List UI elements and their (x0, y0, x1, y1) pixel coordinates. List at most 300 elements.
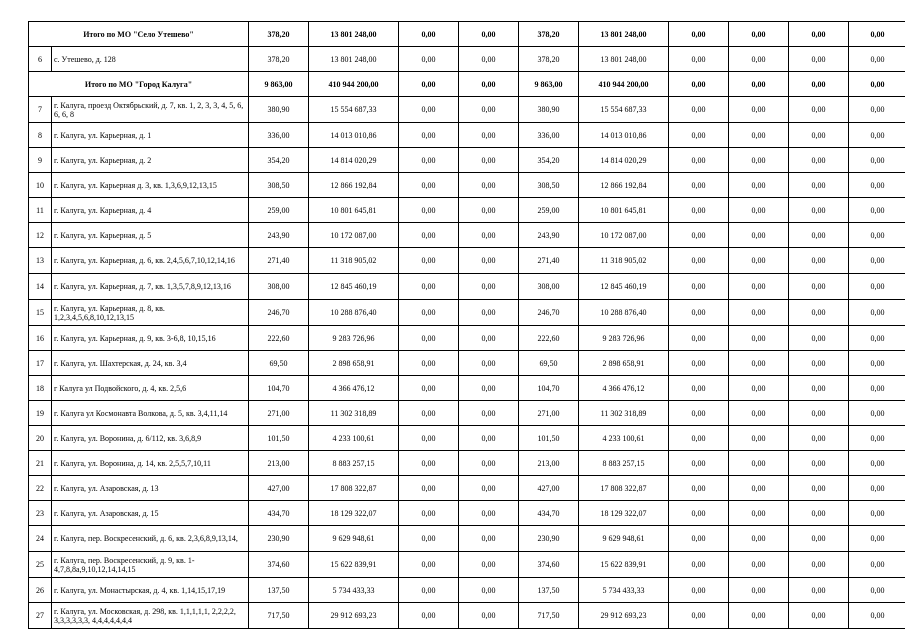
value-cell: 0,00 (669, 148, 729, 173)
value-cell: 9 629 948,61 (309, 526, 399, 552)
value-cell: 101,50 (249, 426, 309, 451)
table-row (29, 476, 905, 501)
value-cell: 378,20 (519, 47, 579, 72)
value-cell: 17 808 322,87 (309, 476, 399, 501)
value-cell: 271,00 (249, 401, 309, 426)
value-cell: 0,00 (459, 223, 519, 248)
value-cell: 0,00 (849, 123, 905, 148)
value-cell: 2 898 658,91 (579, 351, 669, 376)
row-number: 21 (29, 451, 52, 476)
address-cell: г. Калуга ул Космонавта Волкова, д. 5, кв. 3,4,11,14 (52, 401, 249, 426)
value-cell: 0,00 (789, 300, 849, 326)
value-cell: 336,00 (249, 123, 309, 148)
value-cell: 0,00 (849, 72, 905, 97)
value-cell: 0,00 (729, 22, 789, 47)
value-cell: 69,50 (519, 351, 579, 376)
value-cell: 0,00 (459, 376, 519, 401)
value-cell: 5 734 433,33 (579, 578, 669, 603)
value-cell: 11 302 318,89 (309, 401, 399, 426)
value-cell: 18 129 322,07 (309, 501, 399, 526)
value-cell: 0,00 (669, 300, 729, 326)
table-row (29, 223, 905, 248)
value-cell: 17 808 322,87 (579, 476, 669, 501)
value-cell: 374,60 (519, 552, 579, 578)
value-cell: 0,00 (669, 173, 729, 198)
value-cell: 0,00 (729, 401, 789, 426)
value-cell: 4 366 476,12 (309, 376, 399, 401)
value-cell: 271,00 (519, 401, 579, 426)
row-number: 15 (29, 300, 52, 326)
value-cell: 0,00 (789, 401, 849, 426)
table-row (29, 148, 905, 173)
value-cell: 308,00 (249, 274, 309, 300)
value-cell: 410 944 200,00 (309, 72, 399, 97)
value-cell: 0,00 (849, 173, 905, 198)
value-cell: 4 233 100,61 (309, 426, 399, 451)
value-cell: 0,00 (849, 603, 905, 629)
value-cell: 222,60 (249, 326, 309, 351)
value-cell: 14 814 020,29 (309, 148, 399, 173)
value-cell: 0,00 (399, 351, 459, 376)
value-cell: 0,00 (669, 248, 729, 274)
value-cell: 9 283 726,96 (309, 326, 399, 351)
row-number: 18 (29, 376, 52, 401)
value-cell: 0,00 (729, 248, 789, 274)
value-cell: 0,00 (399, 476, 459, 501)
address-cell: г. Калуга, ул. Монастырская, д. 4, кв. 1,14,15,17,19 (52, 578, 249, 603)
row-number: 13 (29, 248, 52, 274)
value-cell: 0,00 (399, 223, 459, 248)
table-row (29, 501, 905, 526)
housing-registry-table (28, 21, 905, 629)
value-cell: 0,00 (669, 198, 729, 223)
value-cell: 0,00 (789, 451, 849, 476)
value-cell: 0,00 (789, 326, 849, 351)
value-cell: 0,00 (729, 123, 789, 148)
value-cell: 434,70 (519, 501, 579, 526)
value-cell: 0,00 (789, 274, 849, 300)
value-cell: 0,00 (399, 501, 459, 526)
value-cell: 0,00 (399, 123, 459, 148)
value-cell: 0,00 (399, 148, 459, 173)
value-cell: 0,00 (669, 22, 729, 47)
table-row (29, 552, 905, 578)
value-cell: 0,00 (789, 22, 849, 47)
value-cell: 0,00 (729, 451, 789, 476)
address-cell: г. Калуга, пер. Воскресенский, д. 6, кв. 2,3,6,8,9,13,14, (52, 526, 249, 552)
value-cell: 0,00 (789, 426, 849, 451)
value-cell: 0,00 (669, 351, 729, 376)
value-cell: 243,90 (249, 223, 309, 248)
value-cell: 0,00 (729, 578, 789, 603)
address-cell: г. Калуга, ул. Карьерная, д. 9, кв. 3-6,8, 10,15,16 (52, 326, 249, 351)
value-cell: 14 814 020,29 (579, 148, 669, 173)
row-number: 6 (29, 47, 52, 72)
value-cell: 410 944 200,00 (579, 72, 669, 97)
row-number: 17 (29, 351, 52, 376)
value-cell: 380,90 (519, 97, 579, 123)
value-cell: 0,00 (729, 198, 789, 223)
row-number: 24 (29, 526, 52, 552)
value-cell: 0,00 (789, 148, 849, 173)
value-cell: 0,00 (849, 426, 905, 451)
value-cell: 0,00 (669, 603, 729, 629)
value-cell: 0,00 (789, 97, 849, 123)
value-cell: 0,00 (459, 351, 519, 376)
value-cell: 137,50 (519, 578, 579, 603)
table-row (29, 248, 905, 274)
address-cell: г. Калуга, ул. Воронина, д. 6/112, кв. 3,6,8,9 (52, 426, 249, 451)
address-cell: г. Калуга, ул. Карьерная, д. 8, кв. 1,2,3,4,5,6,8,10,12,13,15 (52, 300, 249, 326)
value-cell: 8 883 257,15 (309, 451, 399, 476)
value-cell: 12 845 460,19 (579, 274, 669, 300)
value-cell: 13 801 248,00 (309, 22, 399, 47)
value-cell: 9 863,00 (519, 72, 579, 97)
total-row (29, 72, 905, 97)
value-cell: 0,00 (849, 326, 905, 351)
value-cell: 0,00 (459, 148, 519, 173)
address-cell: г. Калуга, проезд Октябрьский, д. 7, кв. 1, 2, 3, 3, 4, 5, 6, 6, 6, 8 (52, 97, 249, 123)
value-cell: 5 734 433,33 (309, 578, 399, 603)
value-cell: 15 622 839,91 (579, 552, 669, 578)
value-cell: 0,00 (729, 300, 789, 326)
value-cell: 9 863,00 (249, 72, 309, 97)
table-row (29, 123, 905, 148)
row-number: 20 (29, 426, 52, 451)
value-cell: 0,00 (399, 376, 459, 401)
value-cell: 0,00 (729, 326, 789, 351)
value-cell: 374,60 (249, 552, 309, 578)
value-cell: 0,00 (399, 198, 459, 223)
value-cell: 29 912 693,23 (579, 603, 669, 629)
value-cell: 0,00 (459, 401, 519, 426)
value-cell: 0,00 (669, 47, 729, 72)
value-cell: 0,00 (399, 526, 459, 552)
value-cell: 0,00 (669, 501, 729, 526)
value-cell: 0,00 (729, 476, 789, 501)
value-cell: 8 883 257,15 (579, 451, 669, 476)
value-cell: 0,00 (729, 603, 789, 629)
address-cell: г. Калуга, ул. Карьерная, д. 5 (52, 223, 249, 248)
value-cell: 0,00 (729, 72, 789, 97)
value-cell: 0,00 (849, 223, 905, 248)
value-cell: 380,90 (249, 97, 309, 123)
value-cell: 0,00 (789, 123, 849, 148)
value-cell: 0,00 (789, 552, 849, 578)
value-cell: 104,70 (249, 376, 309, 401)
value-cell: 0,00 (729, 97, 789, 123)
value-cell: 0,00 (459, 97, 519, 123)
value-cell: 0,00 (459, 274, 519, 300)
value-cell: 246,70 (519, 300, 579, 326)
value-cell: 10 288 876,40 (579, 300, 669, 326)
address-cell: г. Калуга, ул. Азаровская, д. 15 (52, 501, 249, 526)
value-cell: 0,00 (459, 501, 519, 526)
row-number: 12 (29, 223, 52, 248)
address-cell: г. Калуга, ул. Азаровская, д. 13 (52, 476, 249, 501)
value-cell: 104,70 (519, 376, 579, 401)
value-cell: 0,00 (399, 248, 459, 274)
value-cell: 11 302 318,89 (579, 401, 669, 426)
value-cell: 0,00 (729, 552, 789, 578)
value-cell: 0,00 (399, 451, 459, 476)
value-cell: 230,90 (519, 526, 579, 552)
value-cell: 0,00 (669, 97, 729, 123)
value-cell: 0,00 (789, 526, 849, 552)
address-cell: г. Калуга, ул. Карьерная, д. 1 (52, 123, 249, 148)
value-cell: 0,00 (669, 223, 729, 248)
value-cell: 717,50 (519, 603, 579, 629)
value-cell: 0,00 (849, 274, 905, 300)
value-cell: 0,00 (849, 22, 905, 47)
value-cell: 0,00 (399, 552, 459, 578)
value-cell: 101,50 (519, 426, 579, 451)
value-cell: 9 629 948,61 (579, 526, 669, 552)
value-cell: 0,00 (789, 223, 849, 248)
value-cell: 10 801 645,81 (579, 198, 669, 223)
value-cell: 0,00 (459, 22, 519, 47)
row-number: 14 (29, 274, 52, 300)
value-cell: 0,00 (459, 426, 519, 451)
value-cell: 0,00 (729, 148, 789, 173)
table-row (29, 401, 905, 426)
value-cell: 13 801 248,00 (309, 47, 399, 72)
value-cell: 0,00 (849, 97, 905, 123)
value-cell: 0,00 (459, 300, 519, 326)
value-cell: 0,00 (849, 148, 905, 173)
value-cell: 378,20 (249, 47, 309, 72)
value-cell: 9 283 726,96 (579, 326, 669, 351)
value-cell: 4 233 100,61 (579, 426, 669, 451)
value-cell: 29 912 693,23 (309, 603, 399, 629)
value-cell: 434,70 (249, 501, 309, 526)
value-cell: 213,00 (249, 451, 309, 476)
total-label: Итого по МО "Село Утешево" (29, 22, 249, 47)
table-row (29, 326, 905, 351)
value-cell: 0,00 (789, 351, 849, 376)
value-cell: 0,00 (669, 72, 729, 97)
value-cell: 259,00 (519, 198, 579, 223)
value-cell: 0,00 (729, 426, 789, 451)
value-cell: 0,00 (669, 123, 729, 148)
value-cell: 0,00 (459, 326, 519, 351)
table-row (29, 603, 905, 629)
value-cell: 336,00 (519, 123, 579, 148)
value-cell: 0,00 (459, 476, 519, 501)
value-cell: 0,00 (789, 501, 849, 526)
row-number: 16 (29, 326, 52, 351)
value-cell: 0,00 (459, 198, 519, 223)
value-cell: 0,00 (849, 401, 905, 426)
value-cell: 0,00 (399, 578, 459, 603)
value-cell: 0,00 (849, 376, 905, 401)
address-cell: г. Калуга, ул. Карьерная д. 3, кв. 1,3,6,9,12,13,15 (52, 173, 249, 198)
value-cell: 15 554 687,33 (309, 97, 399, 123)
row-number: 10 (29, 173, 52, 198)
address-cell: г. Калуга, ул. Карьерная, д. 4 (52, 198, 249, 223)
table-row (29, 198, 905, 223)
value-cell: 0,00 (789, 376, 849, 401)
value-cell: 12 866 192,84 (309, 173, 399, 198)
value-cell: 12 866 192,84 (579, 173, 669, 198)
value-cell: 15 554 687,33 (579, 97, 669, 123)
value-cell: 0,00 (729, 223, 789, 248)
value-cell: 222,60 (519, 326, 579, 351)
value-cell: 0,00 (669, 476, 729, 501)
row-number: 7 (29, 97, 52, 123)
row-number: 11 (29, 198, 52, 223)
row-number: 25 (29, 552, 52, 578)
value-cell: 14 013 010,86 (309, 123, 399, 148)
value-cell: 259,00 (249, 198, 309, 223)
value-cell: 0,00 (399, 97, 459, 123)
value-cell: 0,00 (849, 552, 905, 578)
table-body (29, 22, 905, 629)
value-cell: 0,00 (729, 351, 789, 376)
value-cell: 0,00 (789, 198, 849, 223)
value-cell: 271,40 (249, 248, 309, 274)
value-cell: 0,00 (399, 326, 459, 351)
value-cell: 0,00 (729, 376, 789, 401)
value-cell: 427,00 (519, 476, 579, 501)
value-cell: 0,00 (669, 451, 729, 476)
table-row (29, 351, 905, 376)
table-row (29, 274, 905, 300)
value-cell: 0,00 (849, 47, 905, 72)
value-cell: 10 288 876,40 (309, 300, 399, 326)
value-cell: 0,00 (459, 603, 519, 629)
value-cell: 2 898 658,91 (309, 351, 399, 376)
row-number: 27 (29, 603, 52, 629)
value-cell: 0,00 (849, 248, 905, 274)
value-cell: 11 318 905,02 (309, 248, 399, 274)
address-cell: с. Утешево, д. 128 (52, 47, 249, 72)
row-number: 23 (29, 501, 52, 526)
value-cell: 230,90 (249, 526, 309, 552)
address-cell: г. Калуга, ул. Шахтерская, д. 24, кв. 3,4 (52, 351, 249, 376)
value-cell: 717,50 (249, 603, 309, 629)
value-cell: 0,00 (789, 603, 849, 629)
value-cell: 378,20 (519, 22, 579, 47)
value-cell: 0,00 (669, 326, 729, 351)
value-cell: 137,50 (249, 578, 309, 603)
table-row (29, 426, 905, 451)
value-cell: 246,70 (249, 300, 309, 326)
value-cell: 0,00 (849, 351, 905, 376)
value-cell: 0,00 (729, 47, 789, 72)
table-row (29, 97, 905, 123)
value-cell: 0,00 (459, 526, 519, 552)
address-cell: г. Калуга, ул. Московская, д. 298, кв. 1,1,1,1,1, 2,2,2,2, 3,3,3,3,3,3, 4,4,4,4,4,4,4 (52, 603, 249, 629)
value-cell: 308,00 (519, 274, 579, 300)
value-cell: 271,40 (519, 248, 579, 274)
value-cell: 0,00 (789, 72, 849, 97)
value-cell: 13 801 248,00 (579, 22, 669, 47)
value-cell: 0,00 (399, 274, 459, 300)
value-cell: 0,00 (729, 274, 789, 300)
value-cell: 15 622 839,91 (309, 552, 399, 578)
value-cell: 0,00 (789, 47, 849, 72)
value-cell: 13 801 248,00 (579, 47, 669, 72)
value-cell: 0,00 (669, 401, 729, 426)
address-cell: г. Калуга, ул. Воронина, д. 14, кв. 2,5,5,7,10,11 (52, 451, 249, 476)
value-cell: 213,00 (519, 451, 579, 476)
value-cell: 0,00 (459, 47, 519, 72)
row-number: 26 (29, 578, 52, 603)
table-row (29, 578, 905, 603)
total-label: Итого по МО "Город Калуга" (29, 72, 249, 97)
value-cell: 0,00 (669, 552, 729, 578)
value-cell: 308,50 (249, 173, 309, 198)
address-cell: г. Калуга, ул. Карьерная, д. 7, кв. 1,3,5,7,8,9,12,13,16 (52, 274, 249, 300)
value-cell: 0,00 (789, 173, 849, 198)
value-cell: 0,00 (399, 603, 459, 629)
value-cell: 10 172 087,00 (579, 223, 669, 248)
value-cell: 0,00 (789, 248, 849, 274)
value-cell: 0,00 (399, 72, 459, 97)
value-cell: 0,00 (789, 578, 849, 603)
table-row (29, 300, 905, 326)
row-number: 8 (29, 123, 52, 148)
value-cell: 0,00 (399, 300, 459, 326)
value-cell: 0,00 (849, 526, 905, 552)
table-row (29, 451, 905, 476)
value-cell: 10 801 645,81 (309, 198, 399, 223)
value-cell: 0,00 (669, 376, 729, 401)
value-cell: 18 129 322,07 (579, 501, 669, 526)
value-cell: 0,00 (849, 578, 905, 603)
value-cell: 14 013 010,86 (579, 123, 669, 148)
table-row (29, 47, 905, 72)
value-cell: 4 366 476,12 (579, 376, 669, 401)
value-cell: 0,00 (669, 426, 729, 451)
value-cell: 0,00 (729, 501, 789, 526)
value-cell: 378,20 (249, 22, 309, 47)
value-cell: 0,00 (459, 552, 519, 578)
value-cell: 0,00 (399, 22, 459, 47)
row-number: 9 (29, 148, 52, 173)
value-cell: 69,50 (249, 351, 309, 376)
value-cell: 0,00 (399, 426, 459, 451)
value-cell: 0,00 (459, 578, 519, 603)
value-cell: 308,50 (519, 173, 579, 198)
row-number: 19 (29, 401, 52, 426)
value-cell: 354,20 (519, 148, 579, 173)
value-cell: 427,00 (249, 476, 309, 501)
address-cell: г Калуга ул Подвойского, д. 4, кв. 2,5,6 (52, 376, 249, 401)
table-row (29, 173, 905, 198)
value-cell: 0,00 (669, 274, 729, 300)
value-cell: 0,00 (849, 300, 905, 326)
total-row (29, 22, 905, 47)
value-cell: 0,00 (399, 401, 459, 426)
value-cell: 10 172 087,00 (309, 223, 399, 248)
value-cell: 0,00 (849, 198, 905, 223)
value-cell: 0,00 (459, 248, 519, 274)
value-cell: 0,00 (849, 501, 905, 526)
value-cell: 11 318 905,02 (579, 248, 669, 274)
value-cell: 243,90 (519, 223, 579, 248)
value-cell: 0,00 (789, 476, 849, 501)
table-row (29, 376, 905, 401)
value-cell: 0,00 (399, 173, 459, 198)
value-cell: 0,00 (399, 47, 459, 72)
value-cell: 0,00 (669, 526, 729, 552)
value-cell: 354,20 (249, 148, 309, 173)
address-cell: г. Калуга, пер. Воскресенский, д. 9, кв. 1-4,7,8,8а,9,10,12,14,14,15 (52, 552, 249, 578)
value-cell: 0,00 (849, 451, 905, 476)
table-row (29, 526, 905, 552)
